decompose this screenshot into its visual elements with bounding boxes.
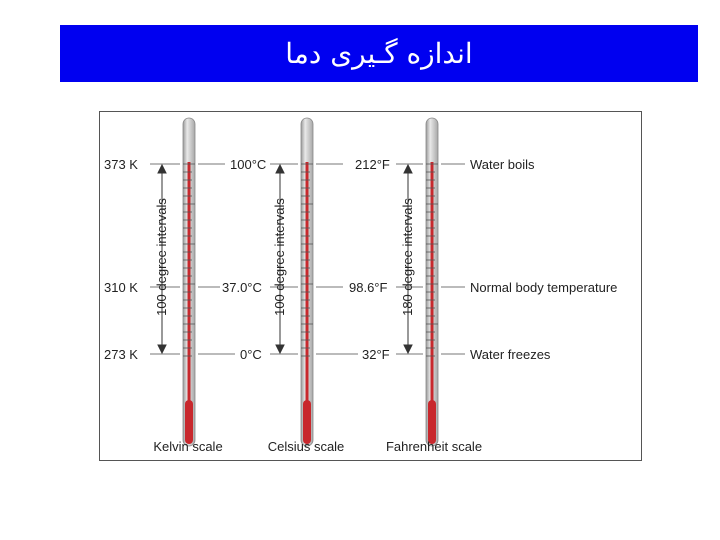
celsius-boils-label: 100°C [230,157,267,172]
celsius-thermometer [301,118,313,446]
title-bar [60,25,698,82]
celsius-scale-label: Celsius scale [267,439,345,454]
fahrenheit-thermometer [426,118,438,446]
kelvin-thermometer [183,118,195,446]
normal-body-temperature-label: Normal body temperature [470,280,618,295]
kelvin-body-label: 310 K [104,280,138,295]
kelvin-scale-label: Kelvin scale [153,439,223,454]
kelvin-boils-label: 373 K [104,157,138,172]
celsius-body-label: 37.0°C [222,280,262,295]
kelvin-interval-label: 100 degree intervals [154,198,169,316]
fahrenheit-scale-label: Fahrenheit scale [385,439,483,454]
slide-title: اندازه گـیری دما [285,37,473,70]
kelvin-freezes-label: 273 K [104,347,138,362]
fahrenheit-body-label: 98.6°F [349,280,388,295]
water-boils-label: Water boils [470,157,535,172]
water-freezes-label: Water freezes [470,347,551,362]
thermometer-figure [99,111,642,461]
celsius-interval-label: 100 degree intervals [272,198,287,316]
fahrenheit-freezes-label: 32°F [362,347,390,362]
fahrenheit-boils-label: 212°F [355,157,390,172]
thermometer-diagram [100,112,641,460]
celsius-freezes-label: 0°C [240,347,262,362]
fahrenheit-interval-label: 180 degree intervals [400,198,415,316]
